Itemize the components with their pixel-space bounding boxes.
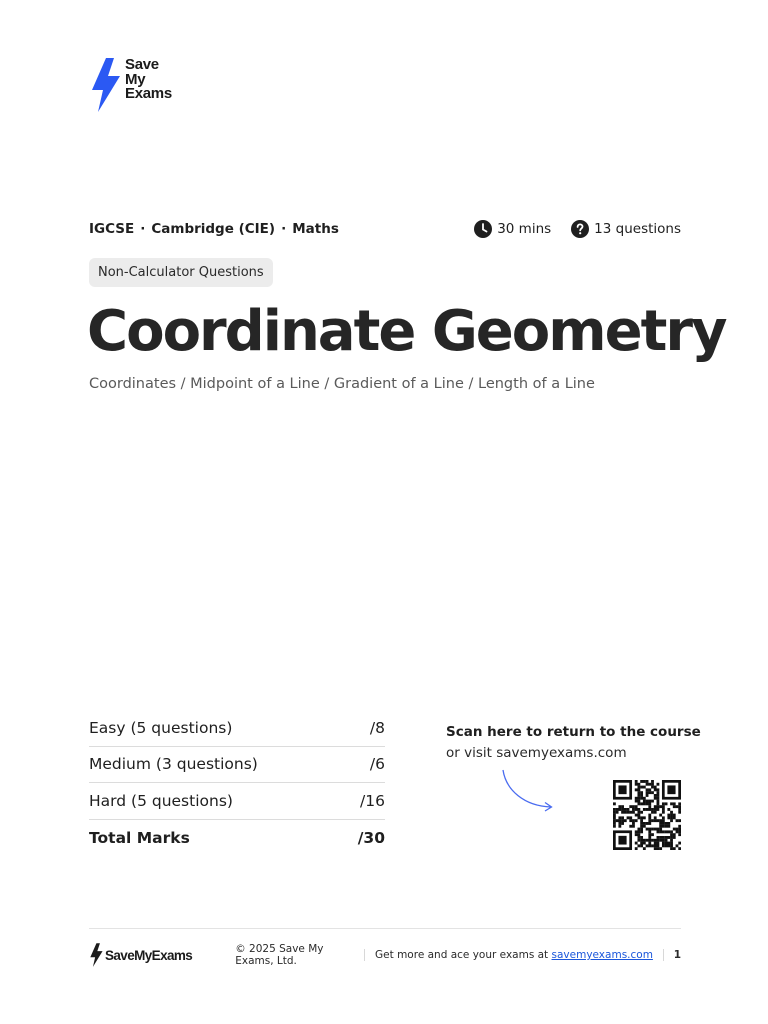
marks-value: /6 <box>369 755 385 774</box>
copyright-text: © 2025 Save My Exams, Ltd. <box>235 943 324 967</box>
question-circle-icon <box>571 220 589 238</box>
brand-logo-line: Exams <box>125 85 172 102</box>
marks-table <box>89 710 385 856</box>
marks-row-total <box>89 820 385 857</box>
duration-info <box>474 220 551 238</box>
breadcrumb-separator: · <box>281 221 287 237</box>
brand-logo <box>89 58 172 112</box>
breadcrumb-subject: Maths <box>292 221 339 237</box>
question-count-text: 13 questions <box>594 221 681 237</box>
footer-brand-name: SaveMyExams <box>105 947 193 963</box>
meta-info <box>474 220 681 238</box>
marks-value: /16 <box>360 791 385 810</box>
curved-arrow-icon <box>498 768 558 814</box>
website-link[interactable]: savemyexams.com <box>551 949 653 961</box>
breadcrumb <box>89 221 339 237</box>
brand-logo-text <box>125 58 172 102</box>
breadcrumb-level: IGCSE <box>89 221 135 237</box>
marks-value: /8 <box>369 718 385 737</box>
footer-cta-text: Get more and ace your exams at <box>375 949 552 961</box>
page-title: Coordinate Geometry <box>87 299 726 364</box>
question-count-info <box>571 220 681 238</box>
brand-logo-line: Save <box>125 56 159 73</box>
topic-list: Coordinates / Midpoint of a Line / Gradient of a Line / Length of a Line <box>89 376 595 392</box>
marks-value: /30 <box>357 828 385 847</box>
breadcrumb-board: Cambridge (CIE) <box>151 221 276 237</box>
marks-label: Total Marks <box>89 828 190 847</box>
footer-logo <box>89 943 192 967</box>
calculator-tag: Non-Calculator Questions <box>89 258 273 287</box>
footer-separator <box>364 949 365 961</box>
lightning-bolt-icon <box>89 943 103 967</box>
marks-label: Hard (5 questions) <box>89 791 233 810</box>
scan-block <box>446 724 701 761</box>
qr-code[interactable] <box>613 780 681 850</box>
marks-label: Easy (5 questions) <box>89 718 233 737</box>
lightning-bolt-icon <box>89 58 121 112</box>
marks-row-easy <box>89 710 385 747</box>
page-number: 1 <box>673 949 682 961</box>
footer-divider <box>89 928 681 929</box>
marks-row-hard <box>89 783 385 820</box>
meta-row <box>89 218 681 240</box>
footer-separator <box>663 949 664 961</box>
marks-label: Medium (3 questions) <box>89 755 258 774</box>
footer-cta <box>375 949 653 961</box>
marks-row-medium <box>89 747 385 784</box>
duration-text: 30 mins <box>497 221 552 237</box>
brand-logo-line: My <box>125 70 146 88</box>
clock-icon <box>474 220 492 238</box>
footer <box>89 943 681 967</box>
breadcrumb-separator: · <box>140 221 146 237</box>
scan-title: Scan here to return to the course <box>446 724 701 740</box>
scan-subtitle: or visit savemyexams.com <box>446 745 627 761</box>
